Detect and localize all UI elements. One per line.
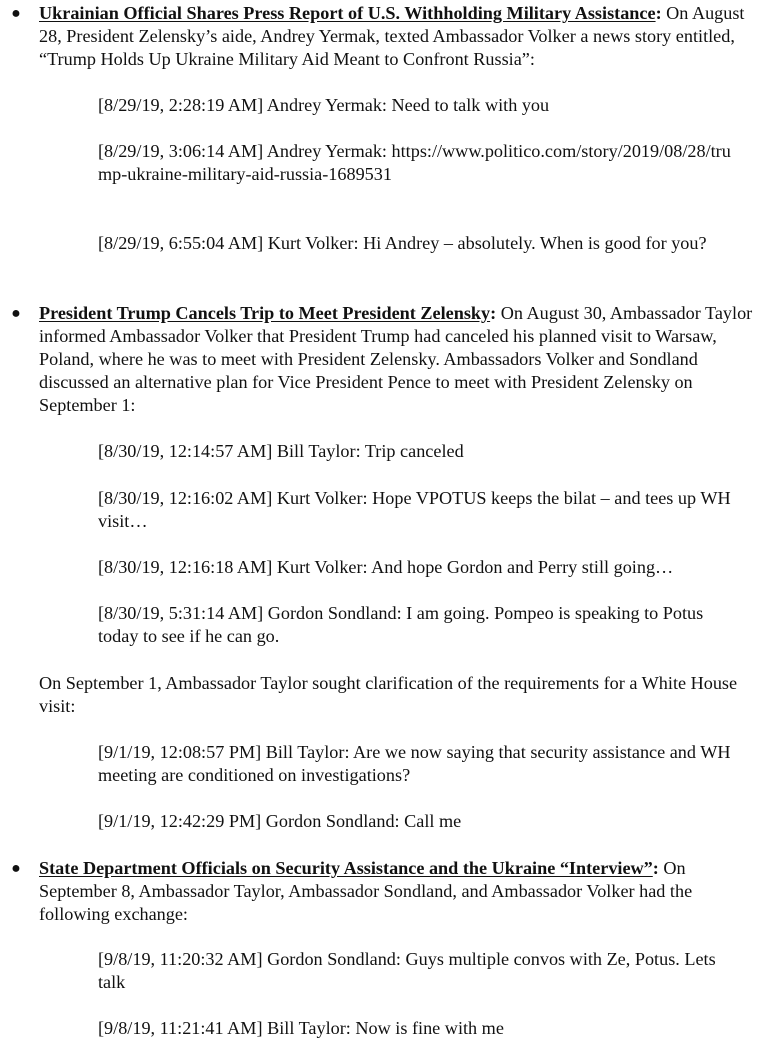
bullet-icon: ● <box>11 305 21 322</box>
text-message: [9/8/19, 11:20:32 AM] Gordon Sondland: Guys multiple convos with Ze, Potus. Lets talk <box>98 949 716 992</box>
bullet-icon: ● <box>11 860 21 877</box>
text-message: [8/29/19, 2:28:19 AM] Andrey Yermak: Need to talk with you <box>98 95 550 115</box>
section-intro: On August 30, Ambassador Taylor informed Ambassador Volker that President Trump had canceled his planned visit to Warsaw, Poland, where he was to meet with President Zelensky. Ambassadors Volker and Sondland discussed an alternative plan for Vice President Pence to meet with President Zelensky on September 1: <box>39 303 753 415</box>
text-message: [9/1/19, 12:42:29 PM] Gordon Sondland: Call me <box>98 811 462 831</box>
text-message: [8/29/19, 3:06:14 AM] Andrey Yermak: https://www.politico.com/story/2019/08/28/trump-ukraine-military-aid-russia-1689531 <box>98 141 731 184</box>
text-message: [8/30/19, 12:16:18 AM] Kurt Volker: And hope Gordon and Perry still going… <box>98 557 674 577</box>
text-message: [9/8/19, 11:21:41 AM] Bill Taylor: Now is fine with me <box>98 1018 504 1038</box>
section-paragraph <box>39 857 755 926</box>
heading-colon: : <box>652 858 659 878</box>
text-message: [8/30/19, 5:31:14 AM] Gordon Sondland: I am going. Pompeo is speaking to Potus today to see if he can go. <box>98 603 704 646</box>
section-paragraph <box>39 302 755 417</box>
section-heading: President Trump Cancels Trip to Meet President Zelensky <box>39 303 491 323</box>
text-message: [8/29/19, 6:55:04 AM] Kurt Volker: Hi Andrey – absolutely. When is good for you? <box>98 233 707 253</box>
heading-colon: : <box>655 3 662 23</box>
section-intro: On September 8, Ambassador Taylor, Ambassador Sondland, and Ambassador Volker had the following exchange: <box>39 858 693 924</box>
text-message: [9/1/19, 12:08:57 PM] Bill Taylor: Are we now saying that security assistance and WH meeting are conditioned on investigations? <box>98 742 731 785</box>
followup-paragraph: On September 1, Ambassador Taylor sought clarification of the requirements for a White House visit: <box>39 673 738 716</box>
text-message: [8/30/19, 12:14:57 AM] Bill Taylor: Trip canceled <box>98 441 464 461</box>
section-paragraph <box>39 2 755 71</box>
section-heading: Ukrainian Official Shares Press Report of U.S. Withholding Military Assistance <box>39 3 656 23</box>
section-heading: State Department Officials on Security Assistance and the Ukraine “Interview” <box>39 858 653 878</box>
heading-colon: : <box>490 303 497 323</box>
bullet-icon: ● <box>11 5 21 22</box>
text-message: [8/30/19, 12:16:02 AM] Kurt Volker: Hope VPOTUS keeps the bilat – and tees up WH visit… <box>98 488 731 531</box>
section-intro: On August 28, President Zelensky’s aide, Andrey Yermak, texted Ambassador Volker a news story entitled, “Trump Holds Up Ukraine Military Aid Meant to Confront Russia”: <box>39 3 745 69</box>
